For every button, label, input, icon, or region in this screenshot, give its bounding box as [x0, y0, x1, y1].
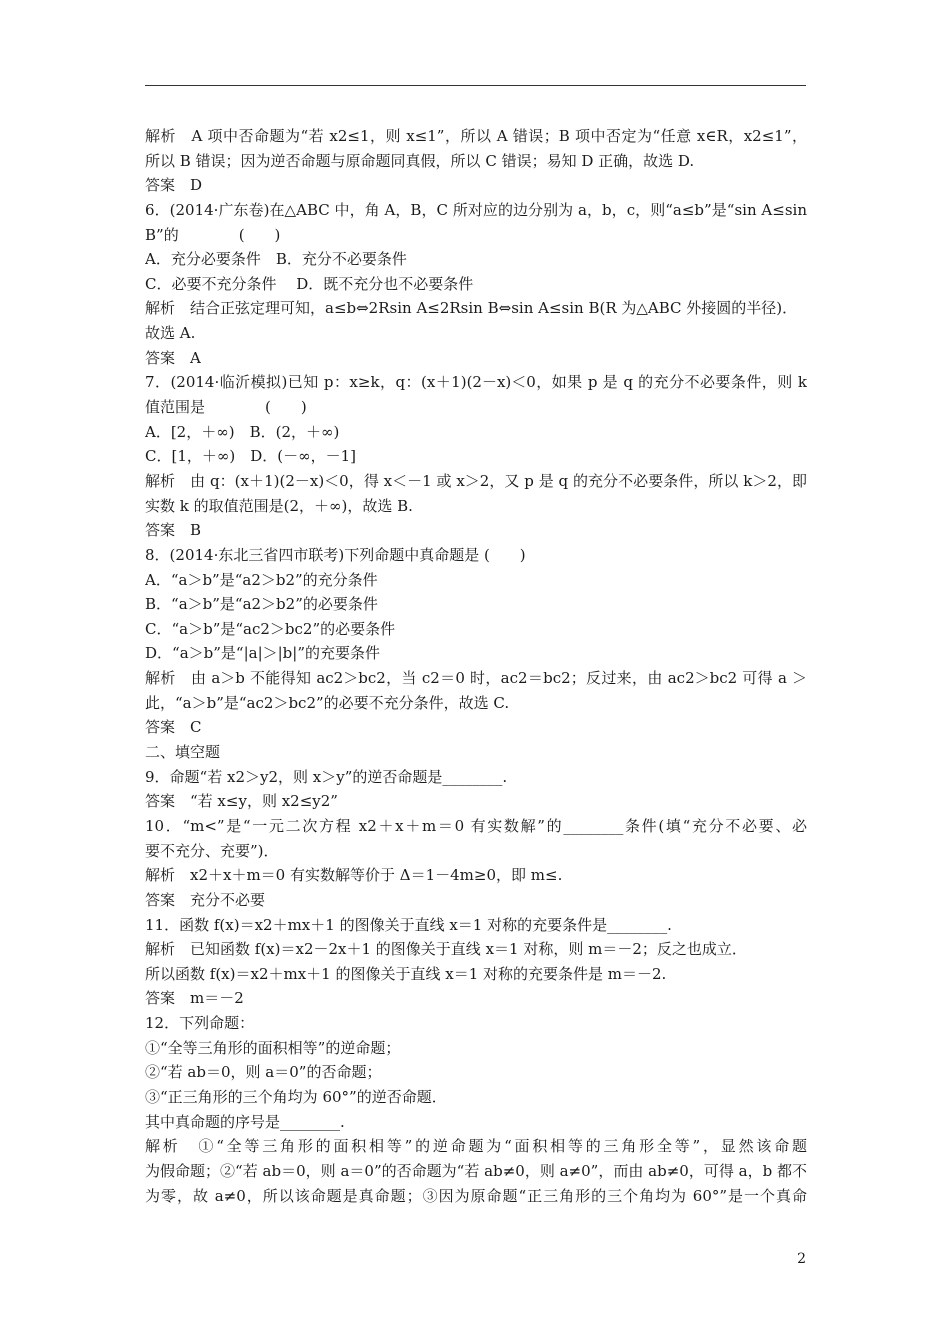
text-line: 答案 “若 x≤y，则 x2≤y2” [145, 792, 338, 811]
text-line: B”的 ( ) [145, 225, 281, 244]
text-line: 所以 B 错误；因为逆否命题与原命题同真假，所以 C 错误；易知 D 正确，故选 D. [145, 151, 695, 170]
text-line: 二、填空题 [145, 743, 221, 762]
text-line: 此，“a＞b”是“ac2＞bc2”的必要不充分条件，故选 C. [145, 693, 510, 712]
text-line: ②“若 ab＝0，则 a＝0”的否命题； [145, 1063, 382, 1082]
text-line: 解析 结合正弦定理可知，a≤b⇔2Rsin A≤2Rsin B⇔sin A≤sin B(R 为△ABC 外接圆的半径)． [145, 299, 798, 318]
text-line: 答案 B [145, 521, 202, 540]
text-line: A．充分必要条件 B．充分不必要条件 [145, 250, 407, 269]
text-line: 答案 充分不必要 [145, 890, 266, 909]
text-line: 解析 已知函数 f(x)＝x2－2x＋1 的图像关于直线 x＝1 对称，则 m＝－2；反之也成立． [145, 940, 747, 959]
text-line: C．必要不充分条件 D．既不充分也不必要条件 [145, 274, 474, 293]
page-content [145, 124, 807, 1208]
text-line: 答案 A [145, 348, 201, 367]
text-line: 7．(2014·临沂模拟)已知 p：x≥k，q：(x＋1)(2－x)＜0，如果 p 是 q 的充分不必要条件，则 k [145, 373, 807, 392]
text-line: 实数 k 的取值范围是(2，＋∞)，故选 B. [145, 496, 413, 515]
text-line: 9．命题“若 x2＞y2，则 x＞y”的逆否命题是________. [145, 767, 508, 786]
text-line: 答案 C [145, 718, 202, 737]
text-line: 为假命题；②“若 ab＝0，则 a＝0”的否命题为“若 ab≠0，则 a≠0”，而由 ab≠0，可得 a，b 都不 [145, 1161, 807, 1180]
text-line: 11．函数 f(x)＝x2＋mx＋1 的图像关于直线 x＝1 对称的充要条件是________. [145, 915, 672, 934]
text-line: 所以函数 f(x)＝x2＋mx＋1 的图像关于直线 x＝1 对称的充要条件是 m＝－2. [145, 964, 667, 983]
text-line: 解析 ①“全等三角形的面积相等”的逆命题为“面积相等的三角形全等”，显然该命题 [145, 1137, 807, 1156]
text-line: 解析 由 a＞b 不能得知 ac2＞bc2，当 c2＝0 时，ac2＝bc2；反过来，由 ac2＞bc2 可得 a ＞ [145, 669, 807, 688]
text-line: 8．(2014·东北三省四市联考)下列命题中真命题是 ( ) [145, 545, 526, 564]
text-line: 解析 A 项中否命题为“若 x2≤1，则 x≤1”，所以 A 错误；B 项中否定为“任意 x∈R，x2≤1”， [145, 127, 807, 145]
text-line: C．[1，＋∞) D．(－∞，－1] [145, 447, 356, 466]
text-line: C．“a＞b”是“ac2＞bc2”的必要条件 [145, 619, 396, 638]
text-line: 10．“m<”是“一元二次方程 x2＋x＋m＝0 有实数解”的________条件(填“充分不必要、必 [145, 816, 807, 835]
text-line: D．“a＞b”是“|a|＞|b|”的充要条件 [145, 644, 381, 663]
text-line: ①“全等三角形的面积相等”的逆命题； [145, 1038, 401, 1057]
header-rule [145, 85, 806, 86]
text-line: 12．下列命题： [145, 1014, 255, 1033]
text-line: 6．(2014·广东卷)在△ABC 中，角 A，B，C 所对应的边分别为 a，b，c，则“a≤b”是“sin A≤sin [145, 200, 807, 219]
text-line: B．“a＞b”是“a2＞b2”的必要条件 [145, 595, 378, 614]
text-line: 答案 m＝－2 [145, 989, 244, 1008]
text-line: 要不充分、充要”)． [145, 841, 279, 860]
text-line: ③“正三角形的三个角均为 60°”的逆否命题． [145, 1087, 447, 1106]
text-line: 解析 x2＋x＋m＝0 有实数解等价于 Δ＝1－4m≥0，即 m≤. [145, 866, 563, 885]
page-number: 2 [797, 1251, 806, 1267]
text-line: 为零，故 a≠0，所以该命题是真命题；③因为原命题“正三角形的三个角均为 60°”是一个真命 [145, 1186, 807, 1205]
text-line: 答案 D [145, 176, 203, 195]
text-line: A．[2，＋∞) B．(2，＋∞) [145, 422, 340, 441]
text-line: A．“a＞b”是“a2＞b2”的充分条件 [145, 570, 378, 589]
text-line: 其中真命题的序号是________. [145, 1112, 345, 1131]
text-line: 值范围是 ( ) [145, 398, 307, 417]
text-line: 解析 由 q：(x＋1)(2－x)＜0，得 x＜－1 或 x＞2，又 p 是 q 的充分不必要条件，所以 k＞2，即 [145, 471, 807, 490]
text-line: 故选 A. [145, 324, 196, 343]
